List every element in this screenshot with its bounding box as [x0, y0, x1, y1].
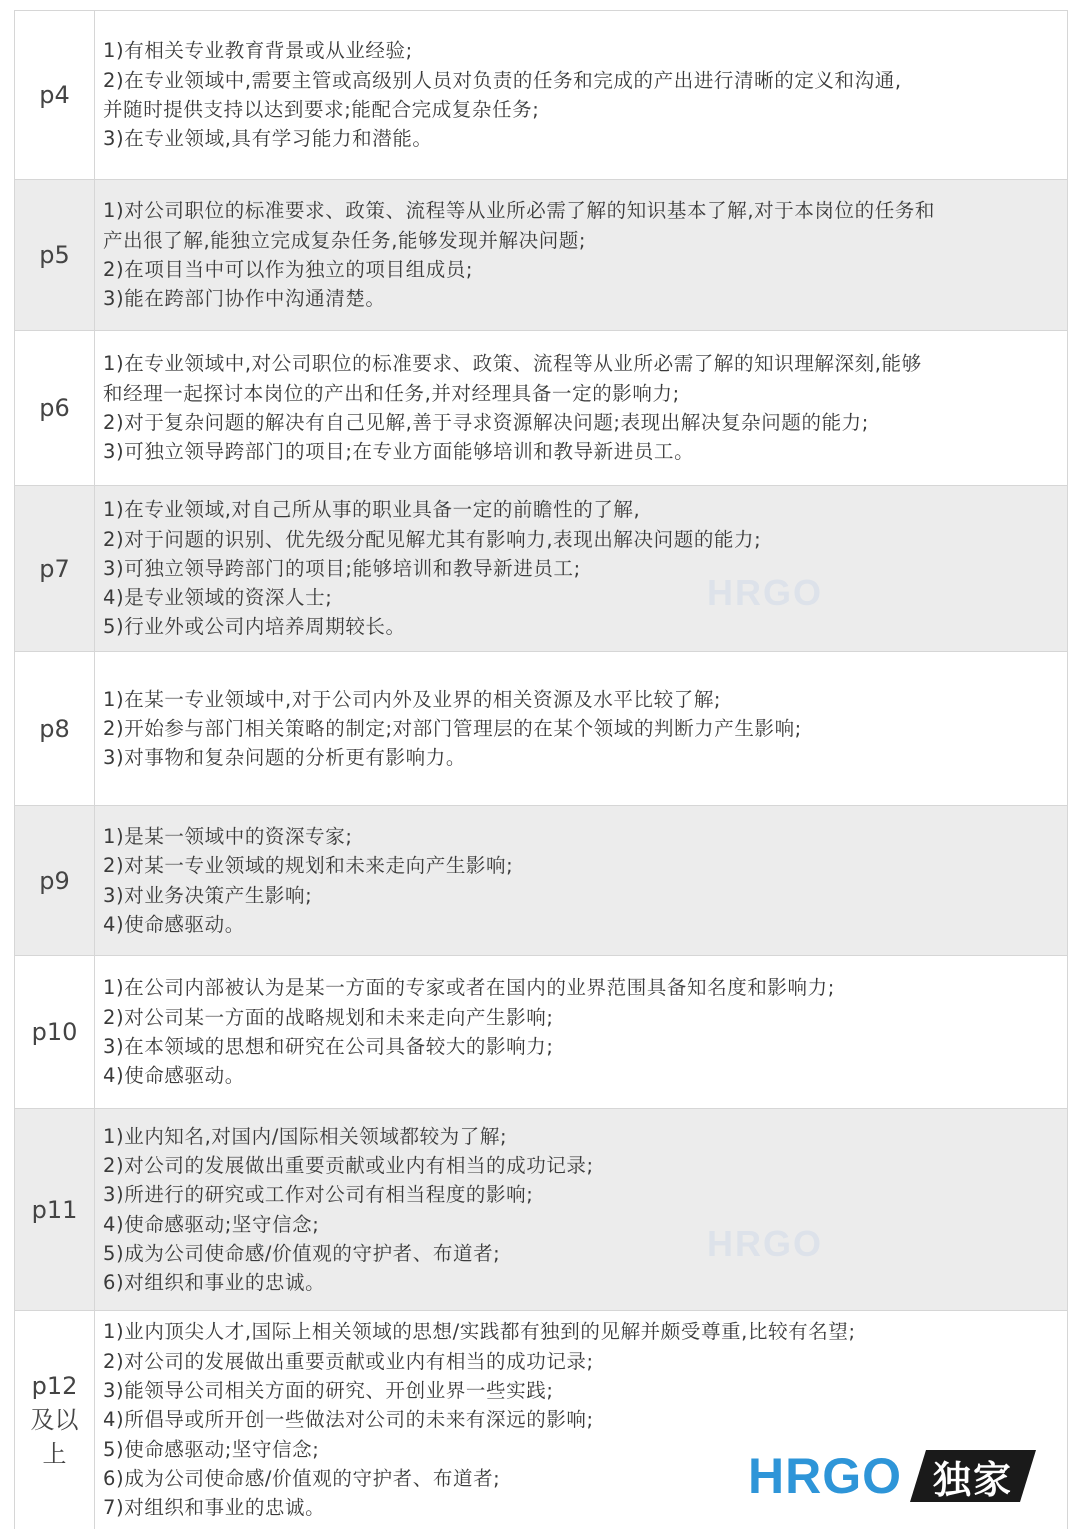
description-line: 2)对公司的发展做出重要贡献或业内有相当的成功记录; [103, 1349, 594, 1373]
exclusive-badge [908, 1448, 1038, 1504]
description-line: 5)使命感驱动;坚守信念; [103, 1437, 320, 1461]
description-line: 3)能在跨部门协作中沟通清楚。 [103, 287, 386, 311]
description-cell [95, 11, 1067, 179]
description-line: 1)在专业领域,对自己所从事的职业具备一定的前瞻性的了解, [103, 498, 641, 522]
description-line: 3)在专业领域,具有学习能力和潜能。 [103, 127, 433, 151]
logo-text: HRGO [748, 1448, 902, 1504]
description-line: 和经理一起探讨本岗位的产出和任务,并对经理具备一定的影响力; [103, 381, 680, 405]
level-cell: p9 [15, 806, 95, 955]
table-row [15, 1109, 1067, 1311]
level-cell: p4 [15, 11, 95, 179]
description-line: 4)使命感驱动。 [103, 1064, 245, 1088]
description-line: 4)使命感驱动;坚守信念; [103, 1212, 320, 1236]
description-line: 1)有相关专业教育背景或从业经验; [103, 39, 413, 63]
description-line: 7)对组织和事业的忠诚。 [103, 1496, 326, 1520]
badge-label: 独家 [932, 1457, 1013, 1502]
table-row [15, 806, 1067, 956]
description-line: 6)对组织和事业的忠诚。 [103, 1271, 326, 1295]
watermark: HRGO [707, 1223, 823, 1264]
table-row [15, 956, 1067, 1109]
table-row [15, 331, 1067, 486]
description-line: 并随时提供支持以达到要求;能配合完成复杂任务; [103, 98, 540, 121]
watermark: HRGO [707, 572, 823, 613]
table-row [15, 486, 1067, 652]
description-line: 2)对公司某一方面的战略规划和未来走向产生影响; [103, 1005, 554, 1029]
level-cell: p10 [15, 956, 95, 1108]
hrgo-logo [748, 1446, 1038, 1506]
table-row [15, 180, 1067, 331]
description-line: 1)在专业领域中,对公司职位的标准要求、政策、流程等从业所必需了解的知识理解深刻,能够 [103, 352, 922, 376]
rank-table [14, 10, 1068, 1529]
description-line: 2)对公司的发展做出重要贡献或业内有相当的成功记录; [103, 1153, 594, 1177]
description-line: 3)能领导公司相关方面的研究、开创业界一些实践; [103, 1379, 554, 1403]
table-row [15, 11, 1067, 180]
description-line: 3)对事物和复杂问题的分析更有影响力。 [103, 746, 466, 770]
description-line: 5)行业外或公司内培养周期较长。 [103, 615, 406, 639]
description-line: 1)对公司职位的标准要求、政策、流程等从业所必需了解的知识基本了解,对于本岗位的任务和 [103, 199, 936, 223]
description-line: 3)对业务决策产生影响; [103, 883, 313, 907]
level-cell: p5 [15, 180, 95, 330]
description-cell [95, 1109, 1067, 1310]
level-cell: p12及以上 [15, 1311, 95, 1529]
description-line: 5)成为公司使命感/价值观的守护者、布道者; [103, 1241, 501, 1265]
description-line: 1)业内知名,对国内/国际相关领域都较为了解; [103, 1124, 508, 1148]
description-line: 2)对某一专业领域的规划和未来走向产生影响; [103, 854, 514, 878]
description-cell [95, 956, 1067, 1108]
description-line: 2)对于复杂问题的解决有自己见解,善于寻求资源解决问题;表现出解决复杂问题的能力; [103, 411, 869, 434]
level-cell: p6 [15, 331, 95, 485]
description-line: 3)可独立领导跨部门的项目;能够培训和教导新进员工; [103, 556, 581, 580]
description-line: 2)对于问题的识别、优先级分配见解尤其有影响力,表现出解决问题的能力; [103, 527, 762, 551]
description-cell [95, 486, 1067, 651]
description-line: 1)是某一领域中的资深专家; [103, 824, 353, 848]
description-line: 3)所进行的研究或工作对公司有相当程度的影响; [103, 1183, 534, 1207]
description-line: 3)在本领域的思想和研究在公司具备较大的影响力; [103, 1035, 554, 1058]
description-line: 2)在项目当中可以作为独立的项目组成员; [103, 258, 474, 281]
description-line: 产出很了解,能独立完成复杂任务,能够发现并解决问题; [103, 228, 587, 252]
level-cell: p11 [15, 1109, 95, 1310]
description-line: 4)使命感驱动。 [103, 912, 245, 936]
description-line: 6)成为公司使命感/价值观的守护者、布道者; [103, 1466, 501, 1490]
description-line: 2)开始参与部门相关策略的制定;对部门管理层的在某个领域的判断力产生影响; [103, 716, 802, 740]
level-cell: p7 [15, 486, 95, 651]
table-row [15, 652, 1067, 806]
description-line: 1)业内顶尖人才,国际上相关领域的思想/实践都有独到的见解并颇受尊重,比较有名望; [103, 1320, 856, 1344]
description-cell [95, 331, 1067, 485]
description-line: 3)可独立领导跨部门的项目;在专业方面能够培训和教导新进员工。 [103, 440, 695, 464]
description-cell [95, 180, 1067, 330]
description-cell [95, 806, 1067, 955]
description-cell [95, 652, 1067, 805]
description-line: 4)所倡导或所开创一些做法对公司的未来有深远的影响; [103, 1408, 594, 1432]
description-line: 1)在公司内部被认为是某一方面的专家或者在国内的业界范围具备知名度和影响力; [103, 976, 835, 1000]
description-line: 2)在专业领域中,需要主管或高级别人员对负责的任务和完成的产出进行清晰的定义和沟通, [103, 68, 902, 92]
description-line: 1)在某一专业领域中,对于公司内外及业界的相关资源及水平比较了解; [103, 687, 722, 711]
description-line: 4)是专业领域的资深人士; [103, 586, 333, 610]
level-cell: p8 [15, 652, 95, 805]
